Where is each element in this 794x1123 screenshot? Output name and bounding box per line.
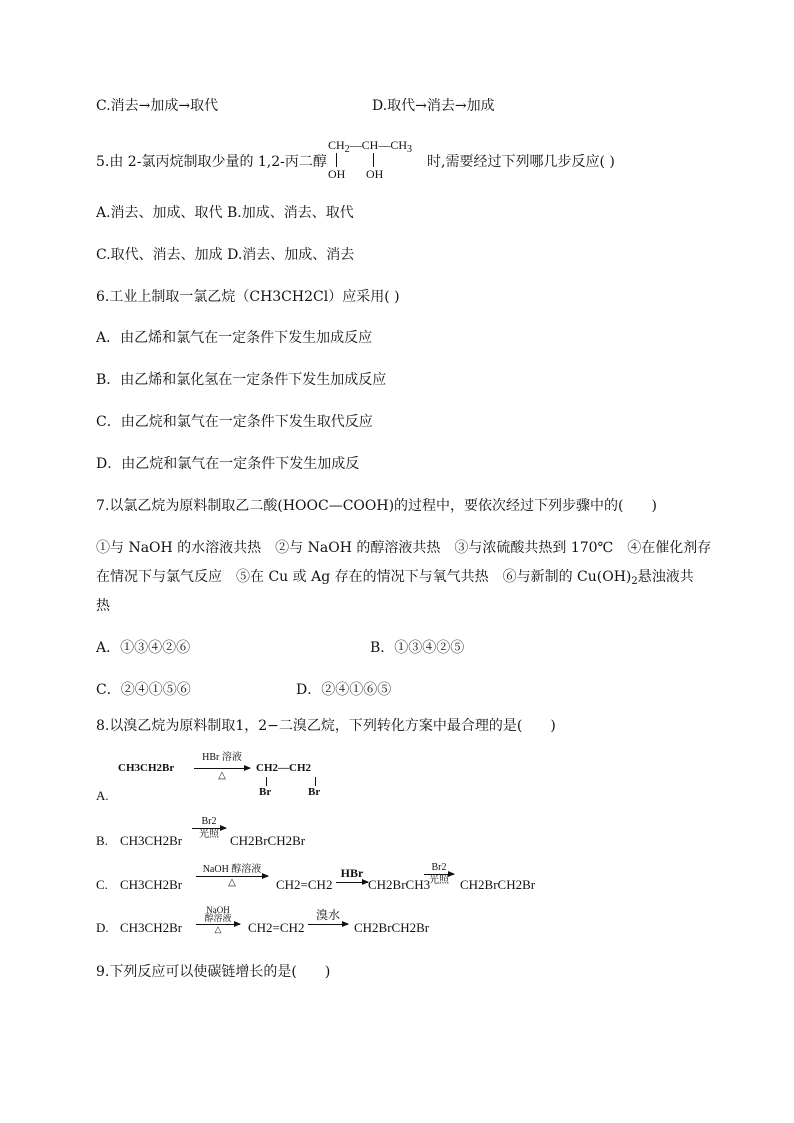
q5-options-cd[interactable]: C.取代、消去、加成 D.消去、加成、消去 — [96, 247, 355, 263]
q8-c-cond3-bottom: 光照 — [429, 875, 449, 886]
q8-a-cond-bottom: △ — [218, 770, 226, 781]
q8-a-label: A. — [96, 788, 109, 803]
q7-option-c[interactable]: C．②④①⑤⑥ — [96, 682, 191, 698]
q8-b-product: CH2BrCH2Br — [230, 833, 306, 848]
q8-option-c[interactable] — [96, 860, 556, 894]
q8-c-arrow2 — [336, 882, 368, 883]
q8-d-cond1-mid: 醇溶液 — [204, 913, 232, 923]
q8-a-br2: Br — [308, 786, 321, 798]
q8-c-mid2: CH2BrCH3 — [368, 877, 431, 892]
q8-stem: 8.以溴乙烷为原料制取1，2−二溴乙烷，下列转化方案中最合理的是( ) — [96, 718, 556, 734]
q8-c-cond2-top: HBr — [340, 866, 364, 880]
q8-b-cond-bottom: 光照 — [199, 829, 219, 840]
q8-d-mid1: CH2=CH2 — [248, 920, 305, 935]
q5-stem-pre: 5.由 2-氯丙烷制取少量的 1,2-丙二醇 — [96, 154, 327, 170]
q8-c-mid1: CH2=CH2 — [276, 877, 333, 892]
q8-b-cond-top: Br2 — [201, 816, 217, 827]
q7-option-a[interactable]: A．①③④②⑥ — [96, 640, 191, 656]
q6-option-c[interactable]: C．由乙烷和氯气在一定条件下发生取代反应 — [96, 414, 373, 430]
q8-option-b[interactable] — [96, 816, 396, 850]
q8-c-reactant: CH3CH2Br — [120, 877, 183, 892]
q9-stem: 9.下列反应可以使碳链增长的是( ) — [96, 964, 331, 980]
propanediol-structure: $CH_2—CH—CH_3$ OH OH — [328, 138, 413, 181]
q6-option-b[interactable]: B．由乙烯和氯化氢在一定条件下发生加成反应 — [96, 372, 387, 388]
q6-option-d[interactable]: D．由乙烷和氯气在一定条件下发生加成反 — [96, 456, 360, 472]
q8-a-br1: Br — [259, 786, 272, 798]
q8-b-label: B. — [96, 833, 108, 848]
q8-c-cond1-top: NaOH 醇溶液 — [202, 864, 262, 875]
q8-a-arrow — [194, 768, 250, 769]
q8-d-arrow2 — [308, 924, 348, 925]
q5-stem-post: 时,需要经过下列哪几步反应( ) — [427, 154, 615, 170]
q6-option-a[interactable]: A．由乙烯和氯气在一定条件下发生加成反应 — [96, 330, 373, 346]
q5-options-ab[interactable]: A.消去、加成、取代 B.加成、消去、取代 — [96, 205, 354, 221]
q7-option-b[interactable]: B．①③④②⑤ — [370, 640, 465, 656]
q8-d-cond1-top: NaOH — [206, 905, 230, 915]
q8-option-d[interactable] — [96, 904, 456, 938]
q7-option-d[interactable]: D．②④①⑥⑤ — [296, 682, 392, 698]
q8-d-product: CH2BrCH2Br — [354, 920, 430, 935]
q8-a-cond-top: HBr 溶液 — [202, 752, 242, 763]
q7-steps-line2: 在情况下与氯气反应 ⑤在 Cu 或 Ag 存在的情况下与氧气共热 ⑥与新制的 $Cu(OH)_2$悬浊液共 — [96, 569, 694, 587]
q8-a-product: CH2—CH2 — [256, 762, 311, 774]
q8-a-reactant: CH3CH2Br — [118, 762, 175, 774]
q8-c-cond1-bottom: △ — [228, 877, 236, 888]
q8-option-a[interactable] — [96, 752, 356, 808]
q8-c-label: C. — [96, 877, 108, 892]
q8-d-reactant: CH3CH2Br — [120, 920, 183, 935]
q6-stem: 6.工业上制取一氯乙烷（CH3CH2Cl）应采用( ) — [96, 289, 400, 305]
q4-option-d[interactable]: D.取代→消去→加成 — [372, 98, 495, 114]
q4-option-c[interactable]: C.消去→加成→取代 — [96, 98, 219, 114]
q7-steps-line1: ①与 NaOH 的水溶液共热 ②与 NaOH 的醇溶液共热 ③与浓硫酸共热到 170℃ ④在催化剂存 — [96, 540, 712, 556]
q7-steps-line3: 热 — [96, 598, 110, 614]
q8-b-reactant: CH3CH2Br — [120, 833, 183, 848]
q8-d-cond1-bottom: △ — [214, 924, 222, 934]
q8-c-product: CH2BrCH2Br — [460, 877, 536, 892]
q7-stem: 7.以氯乙烷为原料制取乙二酸(HOOC—COOH)的过程中，要依次经过下列步骤中的( ) — [96, 498, 657, 514]
q8-d-cond2-top: 溴水 — [315, 908, 340, 922]
q8-d-label: D. — [96, 920, 109, 935]
q8-c-cond3-top: Br2 — [431, 862, 447, 873]
